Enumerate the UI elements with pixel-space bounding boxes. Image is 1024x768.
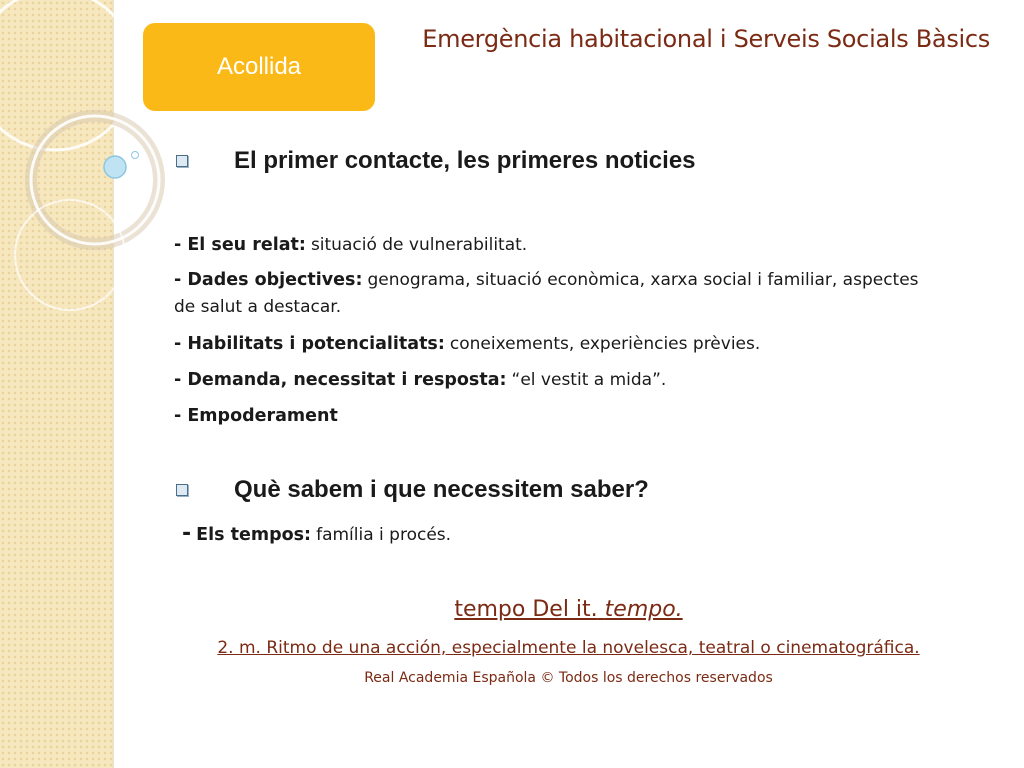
item-label: - Habilitats i potencialitats:: [174, 334, 445, 354]
slide-title: Emergència habitacional i Serveis Socials Bàsics: [422, 25, 990, 53]
list-item: [182, 521, 982, 548]
item-value: genograma, situació econòmica, xarxa social i familiar, aspectes: [367, 270, 919, 290]
item-value-continued: de salut a destacar.: [174, 297, 342, 317]
definition-source: Real Academia Española © Todos los derechos reservados: [364, 670, 773, 686]
section-heading-1: El primer contacte, les primeres noticies: [234, 147, 696, 174]
item-label: - Demanda, necessitat i resposta:: [174, 370, 507, 390]
checkbox-bullet-icon: [176, 484, 188, 496]
item-label: - El seu relat:: [174, 235, 306, 255]
section-tag: Acollida: [143, 23, 375, 111]
item-value: família i procés.: [316, 525, 452, 545]
definition-meaning: 2. m. Ritmo de una acción, especialmente la novelesca, teatral o cinematográfica.: [217, 638, 920, 658]
section-heading-2: Què sabem i que necessitem saber?: [234, 476, 649, 503]
item-dash: -: [182, 521, 192, 546]
item-value: “el vestit a mida”.: [511, 370, 667, 390]
list-item: [174, 231, 974, 258]
list-item: [174, 330, 974, 357]
term-italic: tempo.: [604, 597, 683, 622]
list-item: [174, 402, 974, 429]
list-item: [174, 266, 974, 320]
term-text: tempo Del it.: [454, 597, 598, 622]
item-label: - Empoderament: [174, 406, 338, 426]
item-value: coneixements, experiències prèvies.: [449, 334, 761, 354]
definition-term: [113, 597, 1024, 622]
item-value: situació de vulnerabilitat.: [310, 235, 528, 255]
item-label: - Dades objectives:: [174, 270, 363, 290]
heading-row-2: [176, 476, 649, 504]
item-label: Els tempos:: [196, 525, 312, 545]
list-item: [174, 366, 974, 393]
checkbox-bullet-icon: [176, 155, 188, 167]
heading-row-1: [176, 147, 696, 175]
